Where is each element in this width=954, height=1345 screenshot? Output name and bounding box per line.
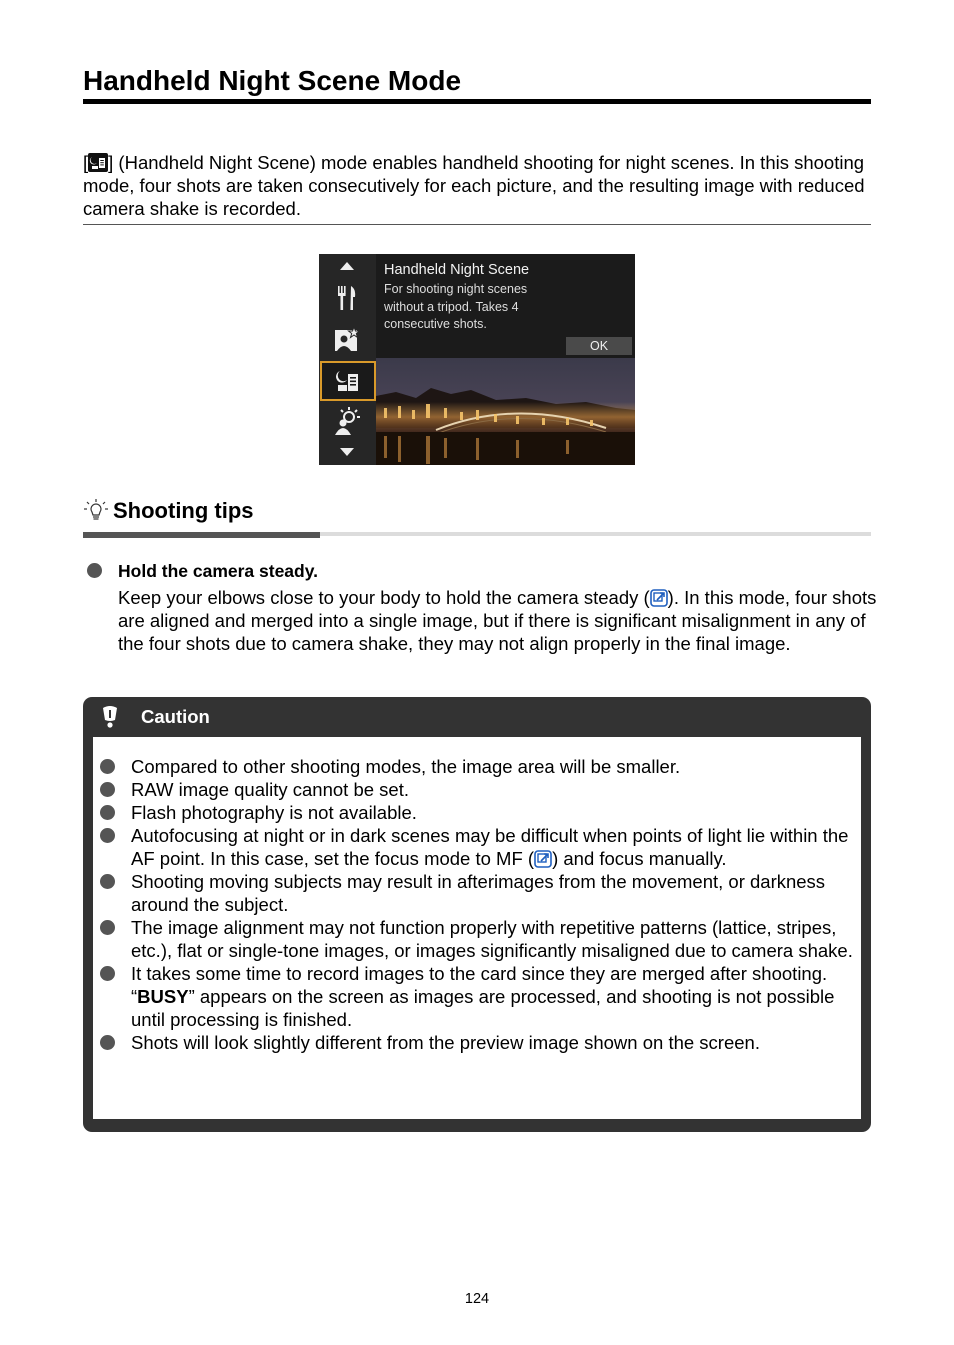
caution-header (83, 697, 871, 737)
caution-title: Caution (141, 706, 210, 727)
caution-item (93, 778, 853, 801)
lightbulb-icon (83, 498, 109, 524)
tips-rule-dark (83, 532, 320, 538)
tips-rule-light (320, 532, 871, 536)
scroll-down-arrow-icon (327, 442, 367, 462)
bullet-icon (100, 966, 115, 981)
handheld-night-scene-mode-icon-selected (320, 361, 376, 401)
mode-description-line: without a tripod. Takes 4 (384, 299, 519, 314)
bullet-icon (100, 828, 115, 843)
page-number: 124 (464, 1291, 490, 1307)
tip-body-text: ). In this mode, four shots are aligned and merged into a single image, but if there is significant misalignment in any of the four shots due to camera shake, they may not align properly in the final image. (118, 587, 877, 654)
caution-item (93, 801, 853, 824)
page-title: Handheld Night Scene Mode (83, 65, 462, 96)
tip-body (118, 586, 878, 655)
caution-item-text: ” appears on the screen as images are processed, and shooting is not possible until processing is finished. (131, 986, 835, 1030)
caution-item-text: RAW image quality cannot be set. (131, 779, 409, 800)
bullet-icon (100, 759, 115, 774)
intro-divider (83, 224, 871, 225)
busy-label: BUSY (137, 986, 189, 1007)
caution-warning-icon (98, 705, 122, 729)
bullet-icon (100, 782, 115, 797)
night-city-photo (376, 358, 635, 465)
bullet-icon (87, 563, 102, 578)
caution-item-text: ) and focus manually. (552, 848, 727, 869)
shooting-tips-title: Shooting tips (113, 498, 254, 523)
scroll-up-arrow-icon (327, 256, 367, 276)
title-underline (83, 99, 871, 104)
mode-description-line: For shooting night scenes (384, 282, 528, 296)
cross-reference-link-icon[interactable] (534, 850, 552, 868)
caution-item-text: It takes some time to record images to the card since they are merged after shooting. “ (131, 963, 828, 1007)
mode-description-panel (384, 260, 629, 334)
tip-body-text: Keep your elbows close to your body to hold the camera steady ( (118, 587, 650, 608)
caution-box (83, 697, 871, 1132)
caution-item (93, 1031, 853, 1054)
caution-list (93, 755, 853, 1054)
mode-description (384, 281, 629, 334)
caution-item (93, 824, 853, 870)
hdr-backlight-mode-icon (327, 404, 367, 438)
bullet-icon (100, 874, 115, 889)
bullet-icon (100, 920, 115, 935)
caution-item-text: Shooting moving subjects may result in afterimages from the movement, or darkness around the subject. (131, 871, 826, 915)
intro-paragraph (83, 151, 873, 220)
intro-text: ] (Handheld Night Scene) mode enables handheld shooting for night scenes. In this shooting mode, four shots are taken consecutively for each picture, and the resulting image with reduced camera shake is recorded. (83, 152, 865, 219)
caution-item-text: Shots will look slightly different from the preview image shown on the screen. (131, 1032, 760, 1053)
caution-item-text: Compared to other shooting modes, the image area will be smaller. (131, 756, 681, 777)
caution-item (93, 755, 853, 778)
cross-reference-link-icon[interactable] (650, 589, 668, 607)
caution-item-text: Autofocusing at night or in dark scenes may be difficult when points of light lie within the AF point. In this case, set the focus mode to MF ( (131, 825, 849, 869)
tip-title: Hold the camera steady. (118, 561, 319, 581)
intro-bracket: [ (83, 152, 89, 173)
shooting-tips-heading (83, 497, 254, 525)
portrait-star-mode-icon (327, 322, 367, 356)
caution-item (93, 962, 853, 1031)
mode-description-line: consecutive shots. (384, 317, 487, 331)
mode-selector-column (319, 254, 376, 465)
camera-screen-illustration (319, 254, 635, 465)
bullet-icon (100, 1035, 115, 1050)
bullet-icon (100, 805, 115, 820)
caution-item (93, 870, 853, 916)
mode-title: Handheld Night Scene (384, 262, 530, 278)
food-mode-icon (327, 281, 367, 315)
ok-button[interactable]: OK (566, 337, 632, 355)
caution-content (93, 737, 861, 1119)
handheld-night-scene-icon (88, 153, 108, 172)
caution-item (93, 916, 853, 962)
caution-item-text: Flash photography is not available. (131, 802, 417, 823)
caution-item-text: The image alignment may not function properly with repetitive patterns (lattice, stripes, etc.), flat or single-tone images, or images significantly misaligned due to camera shake. (131, 917, 853, 961)
